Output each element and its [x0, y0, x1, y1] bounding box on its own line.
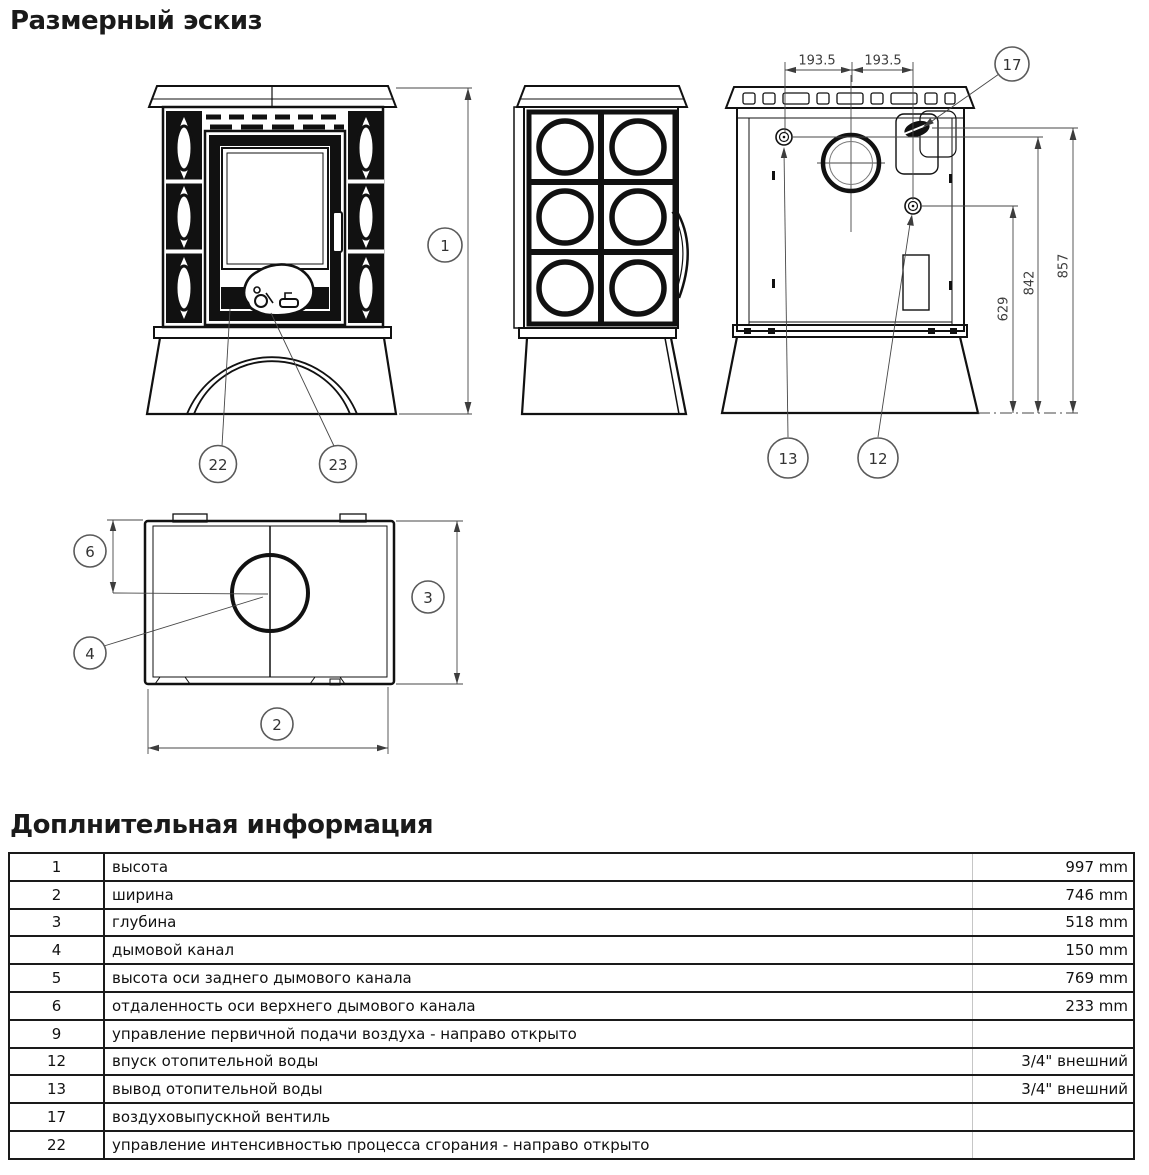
table-row: [9, 1075, 1134, 1103]
cell-num: 22: [9, 1131, 104, 1159]
svg-text:4: 4: [85, 645, 95, 663]
info-title: Доплнительная информация: [10, 810, 434, 840]
rear-air-valve: [896, 111, 956, 174]
top-dimension-6: [74, 520, 268, 594]
callout-22: [200, 446, 237, 483]
cell-num: 1: [9, 853, 104, 881]
rear-smoke-outlet: [817, 75, 885, 232]
sketch-title: Размерный эскиз: [10, 6, 263, 36]
cell-value: 3/4" внешний: [972, 1075, 1134, 1103]
cell-num: 3: [9, 909, 104, 937]
dim-label-rear-left: 193.5: [798, 53, 836, 69]
callout-13: [768, 438, 808, 478]
rear-port-outlet-13: [776, 129, 792, 145]
svg-text:12: 12: [868, 450, 888, 468]
cell-desc: вывод отопительной воды: [104, 1075, 972, 1103]
rear-crown-slots: [743, 93, 955, 104]
svg-text:17: 17: [1002, 56, 1022, 74]
info-table: [8, 852, 1135, 1160]
top-dimension-3: [396, 521, 463, 684]
rear-top-dimension: [785, 54, 913, 201]
table-row: [9, 1048, 1134, 1076]
dim-label-629: 629: [996, 296, 1012, 322]
door-handle: [333, 212, 342, 252]
cell-value: 233 mm: [972, 992, 1134, 1020]
cell-value: [972, 1020, 1134, 1048]
cell-num: 4: [9, 936, 104, 964]
cell-value: [972, 1131, 1134, 1159]
cell-num: 9: [9, 1020, 104, 1048]
cell-num: 17: [9, 1103, 104, 1131]
rear-height-dimensions: [793, 128, 1078, 413]
table-row: [9, 881, 1134, 909]
table-row: [9, 1103, 1134, 1131]
rear-view: [722, 47, 1082, 478]
dim-label-842: 842: [1022, 270, 1038, 296]
cell-value: [972, 1103, 1134, 1131]
front-view: [147, 86, 472, 483]
front-door: [205, 131, 345, 325]
svg-text:1: 1: [440, 237, 450, 255]
cell-value: 997 mm: [972, 853, 1134, 881]
cell-value: 518 mm: [972, 909, 1134, 937]
cell-desc: высота оси заднего дымового канала: [104, 964, 972, 992]
callout-23: [320, 446, 357, 483]
dim-label-rear-right: 193.5: [864, 53, 902, 69]
cell-desc: воздуховыпускной вентиль: [104, 1103, 972, 1131]
callout-3: [412, 581, 444, 613]
callout-12: [858, 438, 898, 478]
callout-17: [995, 47, 1029, 81]
callout-1: [428, 228, 462, 262]
callout-2: [261, 708, 293, 740]
table-row: [9, 1020, 1134, 1048]
dimension-height: [396, 88, 472, 414]
top-dimension-2: [148, 687, 388, 754]
svg-text:6: 6: [85, 543, 95, 561]
cell-value: 150 mm: [972, 936, 1134, 964]
side-view: [514, 86, 688, 414]
rear-port-inlet-12: [905, 198, 921, 214]
callout-6: [74, 535, 106, 567]
cell-value: 746 mm: [972, 881, 1134, 909]
table-row: [9, 1131, 1134, 1159]
table-row: [9, 853, 1134, 881]
cell-desc: дымовой канал: [104, 936, 972, 964]
cell-num: 2: [9, 881, 104, 909]
cell-value: 769 mm: [972, 964, 1134, 992]
front-tile-column-right: [348, 111, 384, 323]
dim-label-857: 857: [1056, 253, 1072, 279]
svg-text:22: 22: [208, 456, 228, 474]
cell-desc: управление первичной подачи воздуха - направо открыто: [104, 1020, 972, 1048]
table-row: [9, 936, 1134, 964]
table-row: [9, 909, 1134, 937]
cell-num: 12: [9, 1048, 104, 1076]
svg-text:13: 13: [778, 450, 798, 468]
cell-num: 5: [9, 964, 104, 992]
air-control-figure: [244, 264, 313, 315]
cell-desc: высота: [104, 853, 972, 881]
table-row: [9, 964, 1134, 992]
cell-num: 6: [9, 992, 104, 1020]
cell-num: 13: [9, 1075, 104, 1103]
table-row: [9, 992, 1134, 1020]
cell-desc: управление интенсивностью процесса сгорания - направо открыто: [104, 1131, 972, 1159]
front-tile-column-left: [166, 111, 202, 323]
svg-text:3: 3: [423, 589, 433, 607]
cell-desc: отдаленность оси верхнего дымового канала: [104, 992, 972, 1020]
cell-desc: ширина: [104, 881, 972, 909]
top-view: [74, 514, 463, 754]
callout-4: [74, 637, 106, 669]
cell-desc: впуск отопительной воды: [104, 1048, 972, 1076]
cell-desc: глубина: [104, 909, 972, 937]
svg-text:23: 23: [328, 456, 348, 474]
cell-value: 3/4" внешний: [972, 1048, 1134, 1076]
svg-text:2: 2: [272, 716, 282, 734]
